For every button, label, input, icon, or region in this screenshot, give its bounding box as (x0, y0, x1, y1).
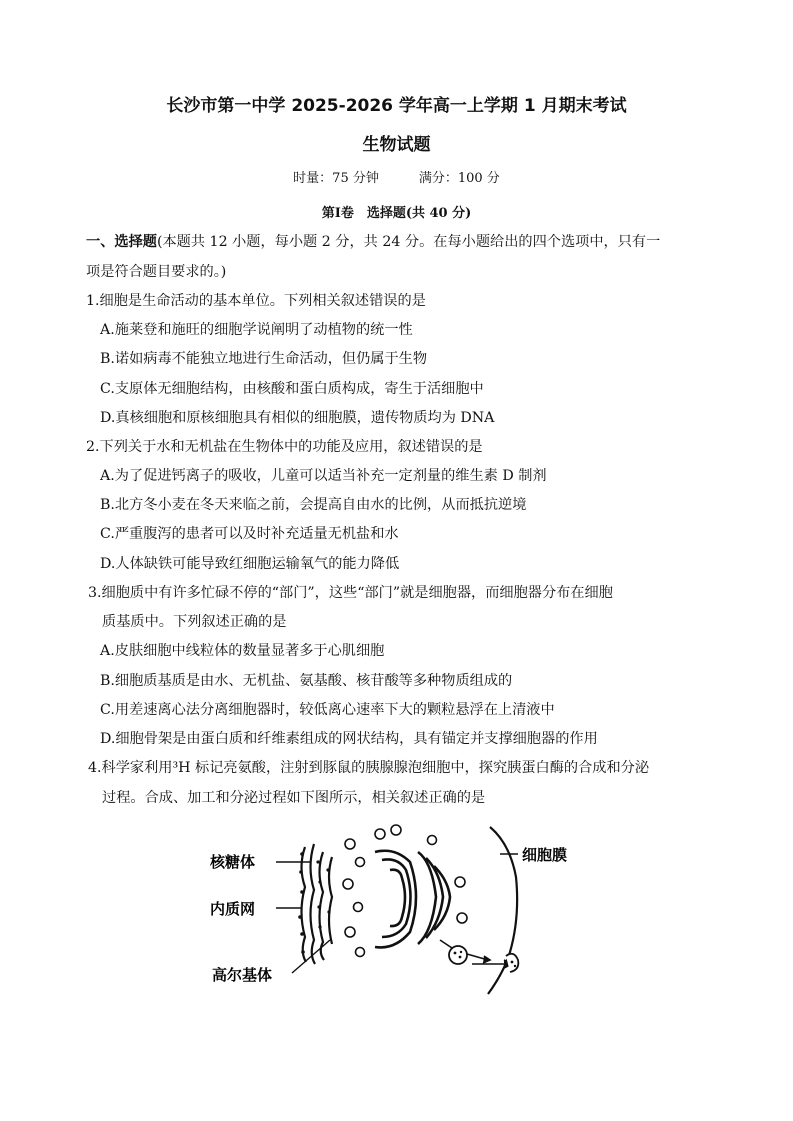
question-3-option-c: C.用差速离心法分离细胞器时，较低离心速率下大的颗粒悬浮在上清液中 (100, 702, 555, 718)
label-er: 内质网 (210, 900, 256, 918)
exam-score: 满分：100 分 (418, 171, 500, 186)
golgi-stack (375, 851, 450, 948)
section-intro-line-1 (86, 231, 660, 251)
secretory-vesicle (449, 946, 467, 964)
exam-title: 长沙市第一中学 2025-2026 学年高一上学期 1 月期末考试 (166, 96, 627, 116)
label-golgi: 高尔基体 (212, 966, 273, 984)
question-1-option-a: A.施莱登和施旺的细胞学说阐明了动植物的统一性 (100, 322, 413, 338)
question-2-option-b: B.北方冬小麦在冬天来临之前，会提高自由水的比例，从而抵抗逆境 (100, 497, 527, 513)
question-3-stem-line-1: 3.细胞质中有许多忙碌不停的“部门”，这些“部门”就是细胞器，而细胞器分布在细胞 (88, 585, 613, 601)
question-2-option-d: D.人体缺铁可能导致红细胞运输氧气的能力降低 (100, 556, 400, 572)
exocytosis-bud (506, 954, 518, 972)
question-3-stem-line-2: 质基质中。下列叙述正确的是 (102, 614, 287, 630)
exam-subtitle: 生物试题 (362, 135, 431, 155)
question-1-option-d: D.真核细胞和原核细胞具有相似的细胞膜，遗传物质均为 DNA (100, 410, 495, 426)
question-3-option-b: B.细胞质基质是由水、无机盐、氨基酸、核苷酸等多种物质组成的 (100, 673, 513, 689)
secretion-pathway-figure (210, 822, 590, 1002)
transport-vesicles (343, 825, 401, 957)
question-3-option-d: D.细胞骨架是由蛋白质和纤维素组成的网状结构，具有锚定并支撑细胞器的作用 (100, 731, 598, 747)
question-3-option-a: A.皮肤细胞中线粒体的数量显著多于心肌细胞 (100, 643, 385, 659)
question-2-stem: 2.下列关于水和无机盐在生物体中的功能及应用，叙述错误的是 (86, 439, 483, 455)
exam-meta (0, 167, 793, 186)
part-heading: 第Ⅰ卷 选择题(共 40 分) (321, 206, 472, 221)
section-intro-text: (本题共 12 小题，每小题 2 分，共 24 分。在每小题给出的四个选项中，只有一 (156, 234, 661, 250)
question-4-stem-line-1: 4.科学家利用³H 标记亮氨酸，注射到豚鼠的胰腺腺泡细胞中，探究胰蛋白酶的合成和分泌 (88, 760, 650, 776)
section-intro-line-2: 项是符合题目要求的。) (86, 264, 227, 280)
question-1-option-c: C.支原体无细胞结构，由核酸和蛋白质构成，寄生于活细胞中 (100, 381, 484, 397)
question-2-option-a: A.为了促进钙离子的吸收，儿童可以适当补充一定剂量的维生素 D 制剂 (100, 468, 547, 484)
question-4-stem-line-2: 过程。合成、加工和分泌过程如下图所示，相关叙述正确的是 (102, 790, 486, 806)
question-1-stem: 1.细胞是生命活动的基本单位。下列相关叙述错误的是 (86, 293, 426, 309)
label-ribosome: 核糖体 (210, 853, 256, 871)
label-membrane: 细胞膜 (522, 846, 568, 864)
section-label: 一、选择题 (86, 234, 157, 250)
question-1-option-b: B.诺如病毒不能独立地进行生命活动，但仍属于生物 (100, 351, 428, 367)
exam-time: 时量：75 分钟 (293, 171, 379, 186)
question-2-option-c: C.严重腹泻的患者可以及时补充适量无机盐和水 (100, 526, 399, 542)
